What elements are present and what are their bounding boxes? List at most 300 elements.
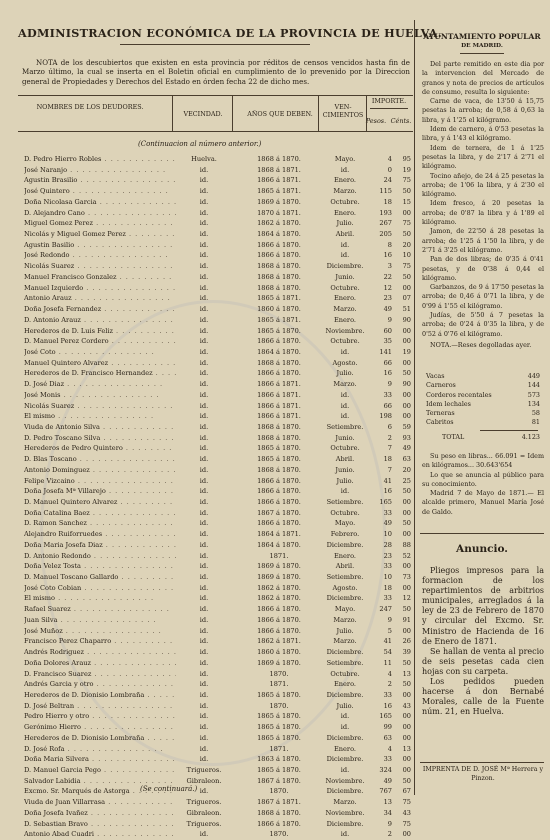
vecindad-cell: id. [199,540,209,549]
anos-cell: 1860 á 1870. [257,648,301,657]
debtor-name: Doña Dolores Arauz . . . [24,658,176,669]
pesos-cell: 24 [383,176,392,185]
header-names: NOMBRES DE LOS DEUDORES. [36,103,144,111]
anos-cell: 1866 á 1871. [257,390,301,399]
vencimiento-cell: Julio. [336,476,354,485]
reses-value: 81 [531,418,540,427]
debtor-name: Herederos de D. Luis Feliz . . . [24,326,176,337]
header-importe: IMPORTE. [371,97,407,105]
table-row [24,315,412,326]
price-garbanzos: Garbanzos, de 9 á 17'50 pesetas la arroba; de 0,46 á 0'71 la libra, y de 0'99 á 1'55 el kilógramo. [422,283,544,310]
cents-cell: 93 [402,433,411,442]
imprenta-credit: IMPRENTA DE D. JOSÉ Mª Herrera y Pinzon. [422,766,544,782]
reses-value: 449 [527,372,540,380]
table-row [24,358,412,369]
vencimiento-cell: Julio. [336,701,354,710]
vecindad-cell: id. [199,208,209,217]
reses-item [426,391,544,400]
anos-cell: 1865 á 1870. [257,733,301,742]
anos-cell: 1870. [269,787,289,796]
pesos-cell: 6 [387,422,392,431]
header-rule-bottom [18,131,413,132]
table-row [24,422,412,433]
cents-cell: 00 [402,723,411,732]
cents-cell: 00 [402,412,411,421]
table-row [24,551,412,562]
debtor-name: D. José Diaz . . . [24,379,176,390]
ayuntamiento-title: AYUNTAMIENTO POPULAR [423,32,541,41]
table-row [24,165,412,176]
pesos-cell: 7 [387,465,392,474]
cents-cell: 90 [402,315,411,324]
vecindad-cell: id. [199,594,209,603]
debtor-name: Juan Silva . . . [24,615,176,626]
vecindad-cell: id. [199,605,209,614]
anuncio-text [422,566,544,717]
pesos-cell: 18 [383,197,392,206]
table-row [24,518,412,529]
anos-cell: 1868 á 1870. [257,358,301,367]
reses-value: 134 [527,399,540,408]
anos-cell: 1865 á 1870. [257,326,301,335]
debtor-name: Manuel Francisco Gonzalez . . . [24,272,176,283]
vencimiento-cell: Agosto. [332,583,358,592]
reses-item [426,372,544,381]
vencimiento-cell: Julio. [336,369,354,378]
table-row [24,272,412,283]
vecindad-cell: id. [199,444,209,453]
vecindad-cell: id. [199,476,209,485]
pesos-cell: 10 [383,530,392,539]
pesos-cell: 9 [387,819,392,828]
pesos-cell: 28 [383,540,392,549]
anos-cell: 1868 á 1870. [257,808,301,817]
header-vecindad: VECINDAD. [183,110,223,118]
vecindad-cell: id. [199,380,209,389]
vecindad-cell: Huelva. [191,155,217,163]
debtor-name: José Coto Cobian . . . [24,583,176,594]
total-value: 4.123 [521,433,540,441]
debtor-name: Andrés Rodriguez . . . [24,647,176,658]
debtor-name: Nicolás y Miguel Gomez Perez . . . [24,229,176,240]
anos-cell: 1862 á 1870. [257,583,301,592]
vecindad-cell: id. [199,305,209,314]
vecindad-cell: id. [199,615,209,624]
debtor-name: Manuel Izquierdo . . . [24,283,176,294]
header-divider [172,96,173,131]
pesos-cell: 99 [383,723,392,732]
cents-cell: 75 [402,819,411,828]
peso-text: Su peso en libras... 66.091 = Idem en kilógramos... 30.643'654 [422,452,544,470]
anos-cell: 1864 á 1871. [257,530,301,539]
table-row [24,658,412,669]
debtor-name: Rafael Suarez . . . [24,604,176,615]
cents-cell: 20 [402,240,411,249]
vecindad-cell: Trigueros. [186,765,222,774]
table-row [24,454,412,465]
table-row [24,293,412,304]
vecindad-cell: Trigueros. [186,819,222,828]
debtor-name: D. Manuel Garcia Pego . . . [24,765,176,776]
pesos-cell: 267 [379,219,392,228]
table-row [24,829,412,840]
cents-cell: 39 [402,648,411,657]
pesos-cell: 49 [383,776,392,785]
debtor-name: El mismo . . . [24,411,176,422]
debtor-name: Doña Catalina Baez . . . [24,508,176,519]
vencimiento-cell: Enero. [333,176,357,185]
vencimiento-cell: Diciembre. [326,690,364,699]
pesos-cell: 2 [387,433,392,442]
anos-cell: 1866 á 1870. [257,626,301,635]
cents-cell: 50 [402,776,411,785]
pesos-cell: 5 [387,626,392,635]
cents-cell: 00 [402,283,411,292]
vencimiento-cell: Enero. [333,680,357,689]
pesos-cell: 49 [383,519,392,528]
debtor-name: Doña Josefa Ivañez . . . [24,808,176,819]
table-row [24,218,412,229]
debtor-name: Nicolás Suarez . . . [24,261,176,272]
anos-cell: 1866 á 1870. [257,605,301,614]
anos-cell: 1868 á 1870. [257,422,301,431]
vecindad-cell: id. [199,294,209,303]
debtor-name: D. Antonio Arauz . . . [24,315,176,326]
vecindad-cell: id. [199,197,209,206]
cents-cell: 00 [402,712,411,721]
vencimiento-cell: Marzo. [333,637,357,646]
vecindad-cell: id. [199,690,209,699]
importe-rule [370,108,408,109]
debtor-name: Excmo. Sr. Marqués de Astorga . . . [24,786,176,797]
vencimiento-cell: id. [340,712,350,721]
price-ternera: Idem de ternera, de 1 á 1'25 pesetas la libra, y de 2'17 á 2'71 el kilógramo. [422,143,544,171]
debtor-name: D. Ramon Sanchez . . . [24,518,176,529]
cents-cell: 25 [402,476,411,485]
pesos-cell: 198 [379,412,392,421]
vencimiento-cell: Abril. [335,455,355,464]
anos-cell: 1865 á 1870. [257,723,301,732]
anos-cell: 1870. [269,701,289,710]
header-cents: Cénts. [390,117,412,125]
anos-cell: 1866 á 1870. [257,251,301,260]
anos-cell: 1865 á 1870. [257,444,301,453]
header-divider [232,96,233,131]
anuncio-p2: Se hallan de venta al precio de seis pesetas cada cien hojas con su carpeta. [422,646,544,676]
table-row [24,465,412,476]
table-row [24,583,412,594]
vecindad-cell: id. [199,562,209,571]
vencimiento-cell: Mayo. [334,605,356,614]
cents-cell: 00 [402,530,411,539]
vencimiento-cell: Junio. [335,465,355,474]
vencimiento-cell: Noviembre. [325,776,365,785]
vecindad-cell: id. [199,755,209,764]
vecindad-cell: id. [199,358,209,367]
anos-cell: 1866 á 1871. [257,412,301,421]
vencimiento-cell: id. [340,723,350,732]
anos-cell: 1866 á 1870. [257,498,301,506]
vecindad-cell: id. [199,315,209,324]
vecindad-cell: id. [199,680,209,689]
vecindad-cell: id. [199,347,209,356]
vecindad-cell: id. [199,508,209,517]
vecindad-cell: id. [199,422,209,431]
debtor-name: Alejandro Ruiforruedes . . . [24,529,176,540]
debtor-name: José Monis . . . [24,390,176,401]
cents-cell: 88 [402,540,411,549]
anos-cell: 1870. [269,830,289,839]
vencimiento-cell: Abril. [335,230,355,239]
reses-label: Terneras [426,409,455,418]
vecindad-cell: id. [199,648,209,657]
pesos-cell: 16 [383,251,392,260]
price-jamon: Jamon, de 22'50 á 28 pesetas la arroba; de 1'25 á 1'50 la libra, y de 2'71 á 3'25 el kilógramo. [422,227,544,254]
debtor-name: Pedro Hierro y otro . . . [24,711,176,722]
vencimiento-cell: Diciembre. [326,262,364,271]
vecindad-cell: id. [199,369,209,378]
pesos-cell: 9 [387,380,392,389]
header-divider [366,96,367,131]
vencimiento-cell: Mayo. [334,519,356,528]
table-row [24,186,412,197]
cents-cell: 50 [402,230,411,239]
debtor-name: Doña Josefa Mª Villarejo . . . [24,486,176,497]
pesos-cell: 165 [379,712,392,721]
vencimiento-cell: Octubre. [330,508,360,517]
continuation-note: (Continuacion al número anterior.) [138,140,262,148]
pesos-cell: 11 [383,658,392,667]
vecindad-cell: id. [199,187,209,196]
debtor-name: Doña Maria Silvera . . . [24,754,176,765]
table-row [24,326,412,337]
reses-value: 573 [527,390,540,399]
anos-cell: 1868 á 1870. [257,465,301,474]
cents-cell: 00 [402,326,411,335]
cents-cell: 00 [402,765,411,774]
pesos-cell: 2 [387,830,392,839]
table-row [24,476,412,487]
debtor-name: D. Alejandro Cano . . . [24,208,176,219]
debtor-name: D. Pedro Hierro Robles . . . [24,154,176,165]
title-rule [120,44,310,45]
vecindad-cell: id. [199,830,209,839]
vencimiento-cell: Noviembre. [325,326,365,335]
price-tocino-fresco: Idem fresco, á 20 pesetas la arroba; de 0'87 la libra y á 1'89 el kilógramo. [422,199,544,227]
vencimiento-cell: id. [340,390,350,399]
anos-cell: 1866 á 1870. [257,487,301,496]
table-row [24,197,412,208]
reses-value: 58 [531,409,540,418]
header-pesos: Pesos. [365,117,387,125]
debtor-name: José Naranjo . . . [24,165,176,176]
debtor-name: D. Sebastian Bravo . . . [24,819,176,830]
cents-cell: 07 [402,294,411,303]
debtor-name: José Quintero . . . [24,186,176,197]
debtor-name: Miguel Gomez Perez . . . [24,218,176,229]
debtor-name: Herederos de D. Dionisio Lombraña . . . [24,733,176,744]
anos-cell: 1867 á 1870. [257,508,301,517]
debtor-name: D. José Rofa . . . [24,744,176,755]
vecindad-cell: Gibraleon. [186,808,222,817]
table-row [24,722,412,733]
reses-label: Carneros [426,381,456,390]
reses-item [426,381,544,390]
pesos-cell: 9 [387,615,392,624]
table-row [24,486,412,497]
table-row [24,508,412,519]
pesos-cell: 767 [379,787,392,796]
anos-cell: 1865 á 1870. [257,712,301,721]
debtor-name: Viuda de Antonio Silva . . . [24,422,176,433]
anos-cell: 1867 á 1870. [257,776,301,785]
cents-cell: 43 [402,701,411,710]
pesos-cell: 4 [387,669,392,678]
anos-cell: 1866 á 1870. [257,337,301,346]
vencimiento-cell: Setiembre. [326,573,364,582]
vencimiento-cell: Setiembre. [326,422,364,431]
vencimiento-cell: Agosto. [332,358,358,367]
debtor-name: Herederos de D. Dionisio Lombraña . . . [24,690,176,701]
cents-cell: 00 [402,208,411,217]
vencimiento-cell: Marzo. [333,380,357,389]
table-row [24,786,412,797]
firma-text: Madrid 7 de Mayo de 1871.— El alcalde primero, Manuel María José de Galdo. [422,489,544,516]
vecindad-cell: id. [199,465,209,474]
pesos-cell: 18 [383,455,392,464]
anos-cell: 1866 á 1871. [257,401,301,410]
table-row [24,401,412,412]
anos-cell: 1869 á 1870. [257,197,301,206]
pesos-cell: 7 [387,444,392,453]
vencimiento-cell: Octubre. [330,669,360,678]
anos-cell: 1869 á 1870. [257,658,301,667]
cents-cell: 00 [402,401,411,410]
pesos-cell: 324 [379,765,392,774]
anos-cell: 1868 á 1870. [257,262,301,271]
cents-cell: 00 [402,508,411,517]
price-pan: Pan de dos libras; de 0'35 á 0'41 pesetas, y de 0'38 á 0,44 el kilógramo. [422,255,544,282]
vencimiento-cell: id. [340,251,350,260]
debtor-name: Doña Josefa Fernandez . . . [24,304,176,315]
cents-cell: 00 [402,498,411,506]
table-row [24,540,412,551]
vecindad-cell: id. [199,262,209,271]
price-carnero: Idem de carnero, á 0'53 pesetas la libra, y á 1'43 el kilógramo. [422,125,544,143]
anos-cell: 1869 á 1870. [257,573,301,582]
vencimiento-cell: Diciembre. [326,787,364,796]
table-row [24,679,412,690]
table-row [24,647,412,658]
vencimiento-cell: Enero. [333,208,357,217]
pesos-cell: 141 [379,347,392,356]
table-row [24,240,412,251]
vencimiento-cell: Junio. [335,272,355,281]
pesos-cell: 193 [379,208,392,217]
continued-note: (Se continuará.) [140,785,198,793]
table-row [24,797,412,808]
debtor-name: Nicolás Suarez . . . [24,401,176,412]
cents-cell: 75 [402,176,411,185]
header-vencimientos: VEN- CIMIENTOS [322,103,364,119]
pesos-cell: 33 [383,755,392,764]
vecindad-cell: id. [199,165,209,174]
vecindad-cell: id. [199,337,209,346]
cents-cell: 13 [402,669,411,678]
anos-cell: 1871. [269,551,289,560]
vecindad-cell: id. [199,658,209,667]
pesos-cell: 23 [383,551,392,560]
vecindad-cell: id. [199,240,209,249]
vencimiento-cell: Setiembre. [326,498,364,506]
vencimiento-cell: Diciembre. [326,648,364,657]
anos-cell: 1869 á 1870. [257,562,301,571]
anos-cell: 1865 á 1871. [257,315,301,324]
anos-cell: 1865 á 1870. [257,690,301,699]
debtor-name: D. José Beltran . . . [24,701,176,712]
vecindad-cell: Gibraleon. [186,776,222,785]
pesos-cell: 165 [379,498,392,506]
anos-cell: 1864 á 1870. [257,230,301,239]
anos-cell: 1867 á 1871. [257,798,301,807]
vencimiento-cell: Julio. [336,219,354,228]
publico-text: Lo que se anuncia al público para su conocimiento. [422,470,544,488]
vencimiento-cell: Enero. [333,744,357,753]
anos-cell: 1865 á 1871. [257,187,301,196]
total-label: TOTAL [442,433,465,441]
table-row [24,229,412,240]
anos-cell: 1862 á 1870. [257,219,301,228]
vecindad-cell: id. [199,401,209,410]
vecindad-cell: id. [199,573,209,582]
debtor-name: Herederos de D. Francisco Hernandez . . . [24,368,176,379]
vencimiento-cell: Marzo. [333,305,357,314]
cents-cell: 50 [402,605,411,614]
pesos-cell: 60 [383,326,392,335]
vecindad-cell: id. [199,637,209,646]
right-title-rule [460,53,504,54]
pesos-cell: 33 [383,390,392,399]
intro-paragraph: NOTA de los descubiertos que existen en esta provincia por réditos de censos vencidos hasta fin de Marzo último, la cual se inserta en el Boletin oficial en cumplimiento de lo prevenido por la Direccion general de Propiedades y Derechos del Estado en órden fecha 22 de dicho mes. [22,58,410,86]
cents-cell: 12 [402,594,411,603]
vencimiento-cell: Octubre. [330,337,360,346]
vencimiento-cell: Octubre. [330,444,360,453]
vencimiento-cell: Mayo. [334,155,356,163]
vencimiento-cell: Diciembre. [326,819,364,828]
vecindad-cell: id. [199,498,209,506]
vecindad-cell: id. [199,723,209,732]
cents-cell: 00 [402,690,411,699]
cents-cell: 63 [402,455,411,464]
debtor-name: Salvador Labidia . . . [24,776,176,787]
debtor-name: D. Manuel Perez Cordero . . . [24,336,176,347]
cents-cell: 00 [402,626,411,635]
reses-total [426,433,544,442]
pesos-cell: 247 [379,605,392,614]
vecindad-cell: id. [199,519,209,528]
debtors-table [24,154,412,840]
debtor-name: Andrés Garcia y otro . . . [24,679,176,690]
vecindad-cell: id. [199,701,209,710]
vecindad-cell: id. [199,176,209,185]
reses-label: Idem lechales [426,399,471,408]
cents-cell: 49 [402,444,411,453]
table-row [24,347,412,358]
anos-cell: 1860 á 1870. [257,305,301,314]
table-row [24,379,412,390]
vecindad-cell: id. [199,626,209,635]
table-row [24,669,412,680]
